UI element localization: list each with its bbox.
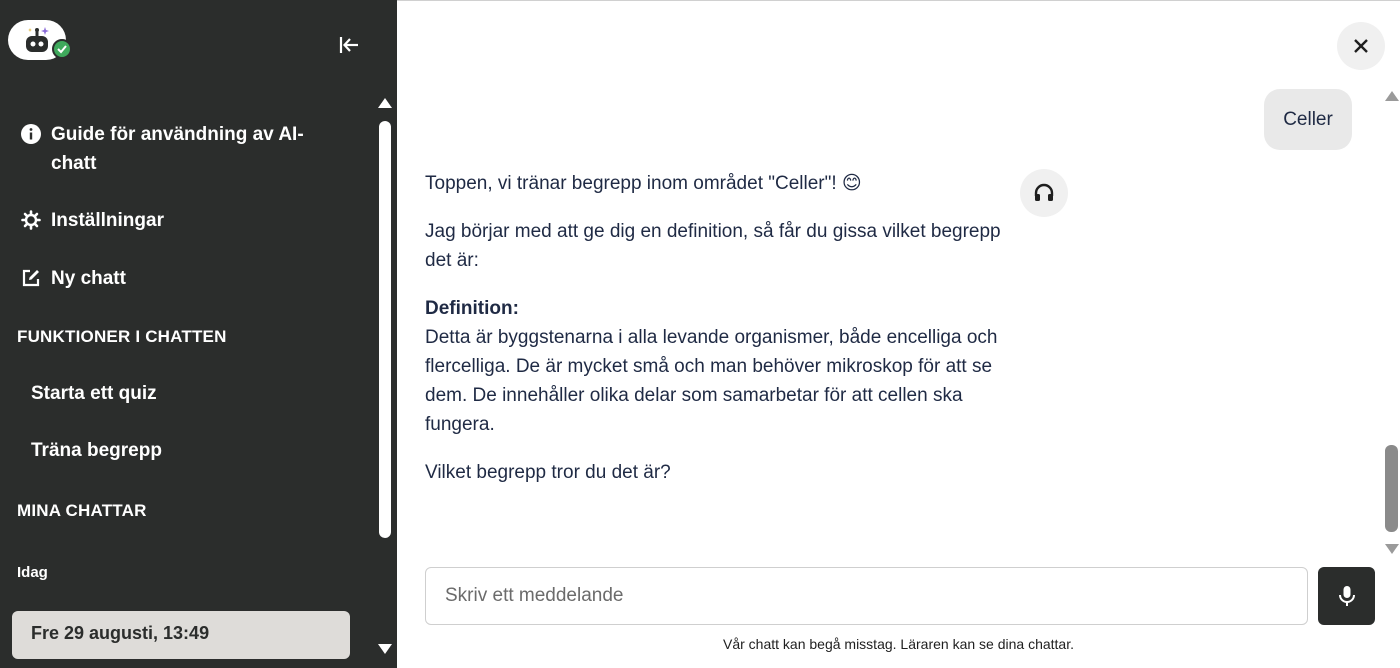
sidebar-item-new-chat[interactable] <box>20 264 126 293</box>
assistant-message <box>425 169 1015 506</box>
chat-history-label: Fre 29 augusti, 13:49 <box>31 623 210 643</box>
section-title-functions: FUNKTIONER I CHATTEN <box>17 327 227 346</box>
chat-scrollbar-thumb[interactable] <box>1385 445 1398 532</box>
chat-scroll-down-button[interactable] <box>1385 544 1399 554</box>
disclaimer-text: Vår chatt kan begå misstag. Läraren kan se dina chattar. <box>723 636 1074 652</box>
edit-icon <box>20 267 42 289</box>
sidebar-item-settings[interactable] <box>20 206 164 235</box>
section-title-my-chats: MINA CHATTAR <box>17 501 147 520</box>
listen-button[interactable] <box>1020 169 1068 217</box>
sidebar <box>0 0 397 668</box>
definition-block <box>425 294 1015 439</box>
message-input[interactable] <box>425 567 1308 625</box>
assistant-explanation: Jag börjar med att ge dig en definition, så får du gissa vilket begrepp det är: <box>425 221 1001 271</box>
assistant-intro: Toppen, vi tränar begrepp inom området "Celler"! 😊 <box>425 173 862 194</box>
day-label: Idag <box>17 564 48 581</box>
microphone-button[interactable] <box>1318 567 1375 625</box>
definition-text: Detta är byggstenarna i alla levande organismer, både encelliga och flercelliga. De är mycket små och man behöver mikroskop för att se dem. De innehåller olika delar som samarbetar för att cellen ska fungera. <box>425 327 998 435</box>
chat-panel <box>397 0 1400 668</box>
microphone-icon <box>1337 585 1357 607</box>
sidebar-item-label: Inställningar <box>51 210 164 231</box>
definition-heading: Definition: <box>425 298 519 319</box>
sidebar-scrollbar-thumb[interactable] <box>379 121 391 538</box>
chat-history-item[interactable] <box>12 611 350 659</box>
collapse-sidebar-icon <box>338 34 360 56</box>
sidebar-scroll-up-button[interactable] <box>378 98 392 108</box>
sidebar-item-train-concepts[interactable]: Träna begrepp <box>31 440 162 461</box>
chat-scroll-up-button[interactable] <box>1385 91 1399 101</box>
sidebar-item-start-quiz[interactable]: Starta ett quiz <box>31 383 157 404</box>
verified-check-icon <box>52 39 72 59</box>
collapse-sidebar-button[interactable] <box>336 32 362 58</box>
user-message: Celler <box>1264 89 1352 150</box>
assistant-question: Vilket begrepp tror du det är? <box>425 462 671 483</box>
gear-icon <box>20 209 42 231</box>
sidebar-item-label: Ny chatt <box>51 268 126 289</box>
sidebar-item-label: Guide för användning av AI-chatt <box>51 124 304 174</box>
info-icon <box>20 123 42 145</box>
close-button[interactable] <box>1337 22 1385 70</box>
headphones-icon <box>1033 182 1055 204</box>
robot-logo-icon <box>21 24 53 56</box>
close-icon <box>1353 38 1369 54</box>
sidebar-scroll-down-button[interactable] <box>378 644 392 654</box>
sidebar-item-guide[interactable] <box>20 120 320 178</box>
